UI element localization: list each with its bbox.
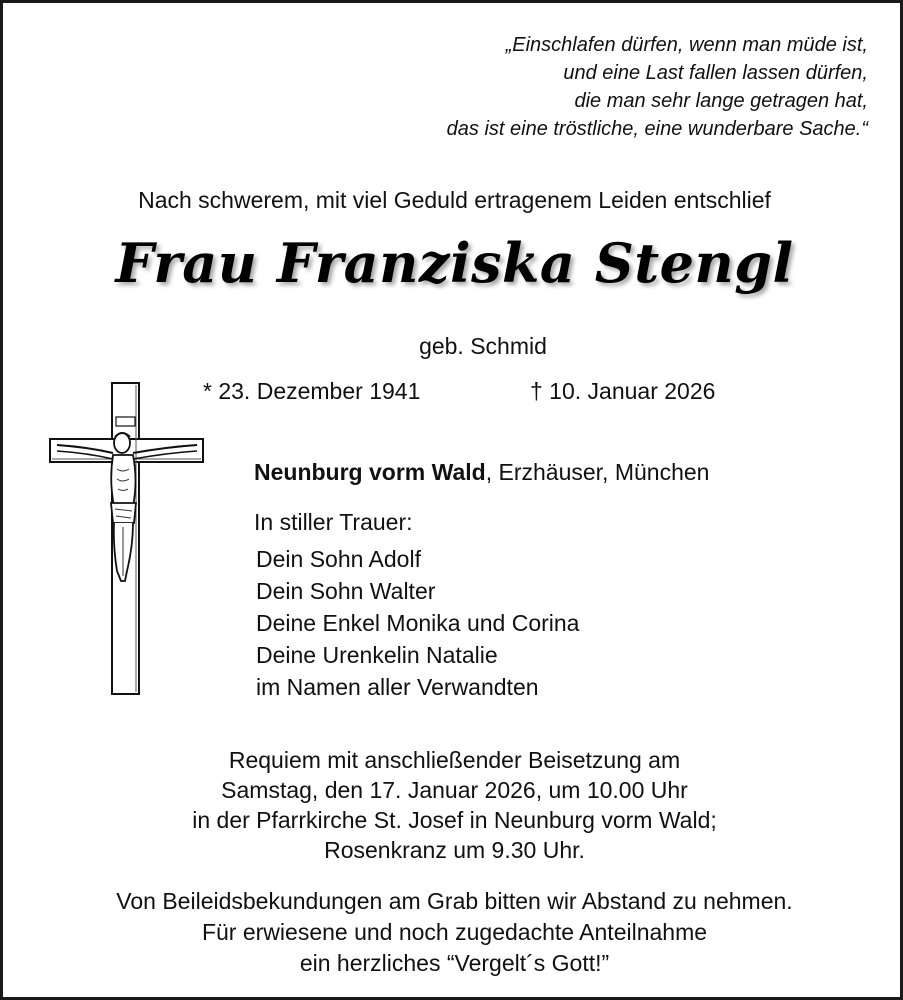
maiden-name: geb. Schmid bbox=[419, 333, 547, 359]
death-date: † 10. Januar 2026 bbox=[530, 378, 716, 404]
birth-date: * 23. Dezember 1941 bbox=[203, 378, 421, 404]
places-line bbox=[254, 459, 709, 486]
mourners-list bbox=[256, 543, 579, 703]
epigraph-quote bbox=[248, 31, 868, 143]
quote-line: die man sehr lange getragen hat, bbox=[574, 90, 868, 112]
closing-line: ein herzliches “Vergelt´s Gott!” bbox=[299, 950, 610, 976]
service-line: Samstag, den 17. Januar 2026, um 10.00 Uhr bbox=[221, 777, 688, 803]
crucifix-icon bbox=[47, 381, 207, 696]
service-line: Rosenkranz um 9.30 Uhr. bbox=[324, 837, 585, 863]
list-item: Deine Enkel Monika und Corina bbox=[256, 610, 580, 636]
service-line: in der Pfarrkirche St. Josef in Neunburg vorm Wald; bbox=[192, 807, 717, 833]
quote-line: „Einschlafen dürfen, wenn man müde ist, bbox=[505, 34, 868, 56]
place-others: , Erzhäuser, München bbox=[485, 459, 710, 485]
deceased-name: Frau Franziska Stengl bbox=[115, 231, 794, 295]
quote-line: das ist eine tröstliche, eine wunderbare Sache.“ bbox=[446, 118, 868, 140]
list-item: Deine Urenkelin Natalie bbox=[256, 642, 498, 668]
service-line: Requiem mit anschließender Beisetzung am bbox=[228, 747, 681, 773]
quote-line: und eine Last fallen lassen dürfen, bbox=[563, 62, 868, 84]
closing-line: Von Beileidsbekundungen am Grab bitten wir Abstand zu nehmen. bbox=[116, 888, 793, 914]
mourning-heading: In stiller Trauer: bbox=[254, 509, 413, 535]
place-primary: Neunburg vorm Wald bbox=[254, 459, 486, 485]
intro-text: Nach schwerem, mit viel Geduld ertragenem Leiden entschlief bbox=[138, 187, 771, 213]
list-item: Dein Sohn Adolf bbox=[256, 546, 421, 572]
closing-note bbox=[3, 886, 903, 979]
funeral-service-info bbox=[3, 745, 903, 865]
list-item: Dein Sohn Walter bbox=[256, 578, 436, 604]
closing-line: Für erwiesene und noch zugedachte Anteilnahme bbox=[201, 919, 708, 945]
list-item: im Namen aller Verwandten bbox=[256, 674, 539, 700]
